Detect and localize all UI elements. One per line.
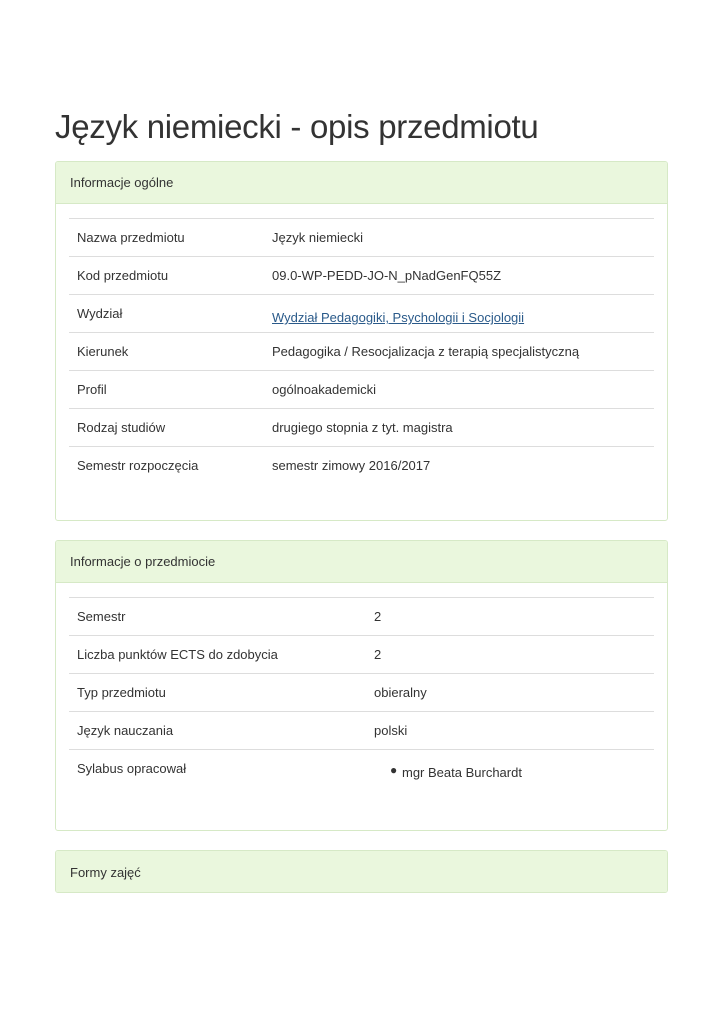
table-row (69, 219, 654, 257)
author-list (374, 765, 646, 780)
row-value: Język niemiecki (272, 230, 364, 245)
row-label: Semestr (77, 609, 126, 624)
course-info-panel (55, 540, 668, 831)
row-label: Rodzaj studiów (77, 420, 166, 435)
faculty-link[interactable]: Wydział Pedagogiki, Psychologii i Socjologii (272, 310, 525, 325)
row-label: Język nauczania (77, 723, 174, 738)
course-info-body (56, 583, 667, 788)
course-info-heading: Informacje o przedmiocie (56, 541, 667, 583)
row-value (264, 295, 654, 333)
row-label: Sylabus opracował (77, 761, 187, 777)
row-label: Kod przedmiotu (77, 268, 169, 283)
table-row (69, 371, 654, 409)
general-info-table (69, 218, 654, 485)
bullet-icon: ● (390, 763, 398, 778)
general-info-body (56, 204, 667, 485)
row-value (366, 750, 654, 788)
general-info-heading: Informacje ogólne (56, 162, 667, 204)
row-value: Pedagogika / Resocjalizacja z terapią specjalistyczną (272, 344, 580, 359)
table-row (69, 333, 654, 371)
row-value: 2 (374, 609, 382, 624)
page-title: Język niemiecki - opis przedmiotu (55, 108, 539, 145)
row-label: Semestr rozpoczęcia (77, 458, 199, 474)
row-label: Kierunek (77, 344, 129, 359)
class-forms-panel (55, 850, 668, 893)
row-label: Liczba punktów ECTS do zdobycia (77, 647, 278, 662)
table-row (69, 674, 654, 712)
table-row (69, 712, 654, 750)
row-label: Nazwa przedmiotu (77, 230, 185, 245)
row-value: 09.0-WP-PEDD-JO-N_pNadGenFQ55Z (272, 268, 502, 283)
row-label: Profil (77, 382, 107, 397)
row-value: semestr zimowy 2016/2017 (272, 458, 431, 474)
table-row (69, 598, 654, 636)
class-forms-heading: Formy zajęć (56, 851, 667, 893)
table-row (69, 409, 654, 447)
row-value: obieralny (374, 685, 427, 700)
table-row (69, 636, 654, 674)
general-info-panel (55, 161, 668, 521)
table-row (69, 295, 654, 333)
row-value: drugiego stopnia z tyt. magistra (272, 420, 453, 435)
table-row (69, 447, 654, 485)
row-label: Typ przedmiotu (77, 685, 166, 700)
list-item (390, 763, 646, 781)
course-info-table (69, 597, 654, 788)
row-label: Wydział (77, 306, 123, 321)
row-value: 2 (374, 647, 382, 662)
table-row (69, 257, 654, 295)
author-name: mgr Beata Burchardt (402, 765, 522, 781)
table-row (69, 750, 654, 788)
row-value: ogólnoakademicki (272, 382, 377, 397)
row-value: polski (374, 723, 408, 738)
